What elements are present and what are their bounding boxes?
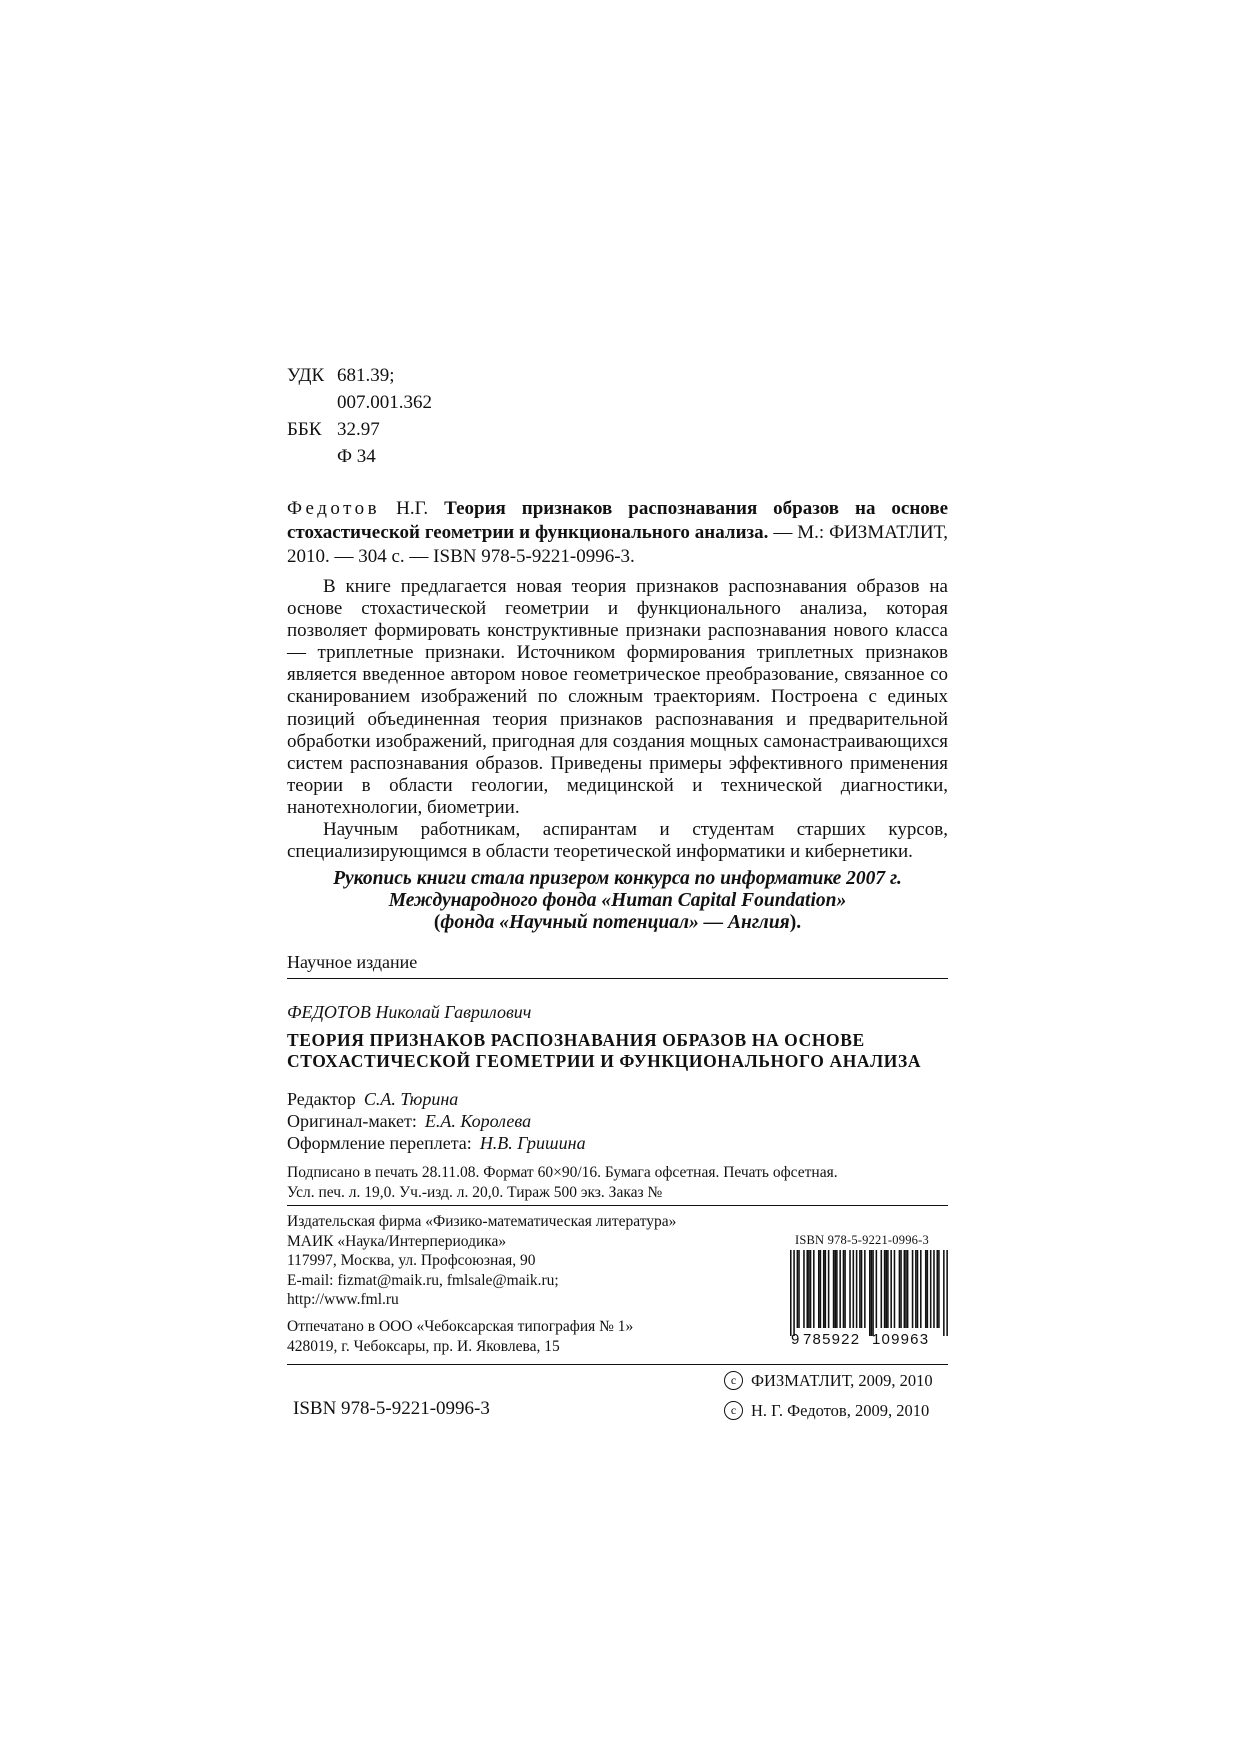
isbn-main: ISBN 978-5-9221-0996-3	[293, 1398, 490, 1419]
printer-info	[287, 1317, 633, 1356]
edition-title-line-1: ТЕОРИЯ ПРИЗНАКОВ РАСПОЗНАВАНИЯ ОБРАЗОВ НА ОСНОВЕ	[287, 1030, 865, 1050]
barcode-bar	[823, 1250, 825, 1328]
bbk-value: 32.97	[337, 419, 380, 440]
barcode-bar	[871, 1250, 873, 1336]
abstract	[287, 576, 948, 863]
barcode-bar	[839, 1250, 841, 1328]
copyright-publisher: c ФИЗМАТЛИТ, 2009, 2010	[724, 1371, 933, 1392]
barcode-bar	[849, 1250, 851, 1328]
barcode-bar	[861, 1250, 863, 1328]
award-note	[287, 868, 948, 934]
barcode-bar	[881, 1250, 883, 1328]
barcode-bar	[899, 1250, 901, 1328]
barcode-bar	[813, 1250, 815, 1328]
barcode-bar	[856, 1250, 858, 1328]
barcode-bar	[836, 1250, 838, 1328]
isbn-barcode	[790, 1250, 948, 1346]
barcode-bar	[790, 1250, 792, 1336]
barcode-bar	[806, 1250, 808, 1328]
barcode-bar	[943, 1250, 945, 1336]
barcode-bar	[915, 1250, 917, 1328]
barcode-bar	[803, 1250, 805, 1328]
bbk-label: ББК	[287, 419, 322, 440]
edition-title-line-2: СТОХАСТИЧЕСКОЙ ГЕОМЕТРИИ И ФУНКЦИОНАЛЬНОГО АНАЛИЗА	[287, 1051, 922, 1071]
barcode-bar	[933, 1250, 935, 1328]
barcode-bar	[864, 1250, 866, 1328]
barcode-bar	[885, 1250, 887, 1328]
udc-value-2: 007.001.362	[337, 392, 432, 413]
barcode-bar	[887, 1250, 889, 1328]
barcode-bar	[912, 1250, 914, 1328]
biblio-author: Федотов	[287, 498, 381, 519]
barcode-bar	[925, 1250, 927, 1328]
barcode-bar	[834, 1250, 836, 1328]
copyright-icon: c	[724, 1371, 743, 1390]
edition-type: Научное издание	[287, 952, 418, 972]
barcode-bar	[872, 1250, 874, 1336]
barcode-bar	[833, 1250, 835, 1328]
barcode-bar	[930, 1250, 932, 1328]
barcode-digits-right: 109963	[872, 1331, 930, 1346]
credits	[287, 1088, 586, 1154]
publisher-line-3: 117997, Москва, ул. Профсоюзная, 90	[287, 1252, 536, 1269]
barcode-bar	[828, 1250, 830, 1328]
barcode-bar	[927, 1250, 929, 1328]
barcode-bar	[793, 1250, 795, 1336]
publisher-email: E-mail: fizmat@maik.ru, fmlsale@maik.ru;	[287, 1271, 559, 1289]
barcode-digits-left: 785922	[803, 1331, 861, 1346]
barcode-bar	[907, 1250, 909, 1328]
barcode-isbn-label: ISBN 978-5-9221-0996-3	[795, 1233, 929, 1247]
barcode-bar	[884, 1250, 886, 1328]
barcode-bar	[894, 1250, 896, 1328]
publisher-line-2: МАИК «Наука/Интерпериодика»	[287, 1232, 507, 1250]
divider	[287, 1364, 948, 1365]
barcode-bar	[825, 1250, 827, 1328]
barcode-digit-first: 9	[791, 1331, 800, 1346]
barcode-bar	[904, 1250, 906, 1328]
print-info-line-1: Подписано в печать 28.11.08. Формат 60×90/16. Бумага офсетная. Печать офсетная.	[287, 1164, 838, 1181]
copyright-icon: c	[724, 1401, 743, 1420]
publisher-website: http://www.fml.ru	[287, 1291, 399, 1308]
barcode-bar	[917, 1250, 919, 1328]
award-line-1: Рукопись книги стала призером конкурса по информатике 2007 г.	[333, 868, 902, 889]
udc-value-1: 681.39;	[337, 365, 395, 386]
barcode-bar	[798, 1250, 800, 1328]
credit-cover: Оформление переплета: Н.В. Гришина	[287, 1133, 586, 1153]
credit-editor: Редактор С.А. Тюрина	[287, 1089, 459, 1109]
barcode-bar	[869, 1250, 871, 1336]
barcode-bar	[946, 1250, 948, 1336]
publisher-line-1: Издательская фирма «Физико-математическая литература»	[287, 1213, 677, 1230]
barcode-bar	[876, 1250, 878, 1328]
print-info-line-2: Усл. печ. л. 19,0. Уч.-изд. л. 20,0. Тираж 500 экз. Заказ №	[287, 1184, 663, 1201]
printer-line-2: 428019, г. Чебоксары, пр. И. Яковлева, 15	[287, 1337, 560, 1355]
barcode-bar	[859, 1250, 861, 1328]
divider	[287, 978, 948, 979]
credit-layout: Оригинал-макет: Е.А. Королева	[287, 1111, 532, 1131]
barcode-bar	[905, 1250, 907, 1328]
abstract-paragraph-1: В книге предлагается новая теория признаков распознавания образов на основе стохастической геометрии и функционального анализа, которая позволяет формировать конструктивные признаки распознавания нового класса — триплетные признаки. Источником формирования триплетных признаков является введенное автором новое геометрическое преобразование, связанное со сканированием изображений по сложным траекториям. Построена с единых позиций объединенная теория признаков распознавания и предварительной обработки изображений, пригодная для создания мощных самонастраивающихся систем распознавания образов. Приведены примеры эффективного применения теории в области геологии, медицинской и технической диагностики, нанотехнологии, биометрии.	[287, 576, 948, 818]
barcode-bar	[844, 1250, 846, 1328]
publisher-info	[287, 1212, 676, 1310]
biblio-imprint: — М.: ФИЗМАТЛИТ, 2010. — 304 с. — ISBN 978-5-9221-0996-3.	[287, 522, 948, 567]
barcode-bar	[843, 1250, 845, 1328]
print-info	[287, 1163, 838, 1203]
biblio-initials: Н.Г.	[380, 498, 429, 519]
barcode-bar	[890, 1250, 892, 1328]
edition-title	[287, 1030, 921, 1072]
divider	[287, 1205, 948, 1206]
barcode-bar	[797, 1250, 799, 1328]
author-mark: Ф 34	[337, 446, 376, 467]
barcode-bar	[818, 1250, 820, 1328]
award-line-3: (фонда «Научный потенциал» — Англия).	[433, 912, 802, 933]
classification-block	[287, 362, 432, 470]
barcode-bar	[936, 1250, 938, 1328]
printer-line-1: Отпечатано в ООО «Чебоксарская типография № 1»	[287, 1318, 634, 1335]
abstract-paragraph-2: Научным работникам, аспирантам и студентам старших курсов, специализирующимся в области теоретической информатики и кибернетики.	[287, 819, 948, 863]
barcode-bar	[920, 1250, 922, 1328]
barcode-bar	[810, 1250, 812, 1328]
biblio-title: Теория признаков распознавания образов на основе стохастической геометрии и функционального анализа.	[287, 498, 949, 543]
barcode-bar	[820, 1250, 822, 1328]
barcode-bar	[938, 1250, 940, 1328]
edition-author: ФЕДОТОВ Николай Гаврилович	[287, 1002, 532, 1022]
barcode-bar	[808, 1250, 810, 1328]
barcode-bar	[900, 1250, 902, 1328]
award-line-2: Международного фонда «Human Capital Foundation»	[388, 890, 847, 911]
copyright-author: c Н. Г. Федотов, 2009, 2010	[724, 1401, 929, 1422]
barcode-bar	[853, 1250, 855, 1328]
udc-label: УДК	[287, 365, 325, 386]
bibliographic-record	[287, 497, 948, 569]
